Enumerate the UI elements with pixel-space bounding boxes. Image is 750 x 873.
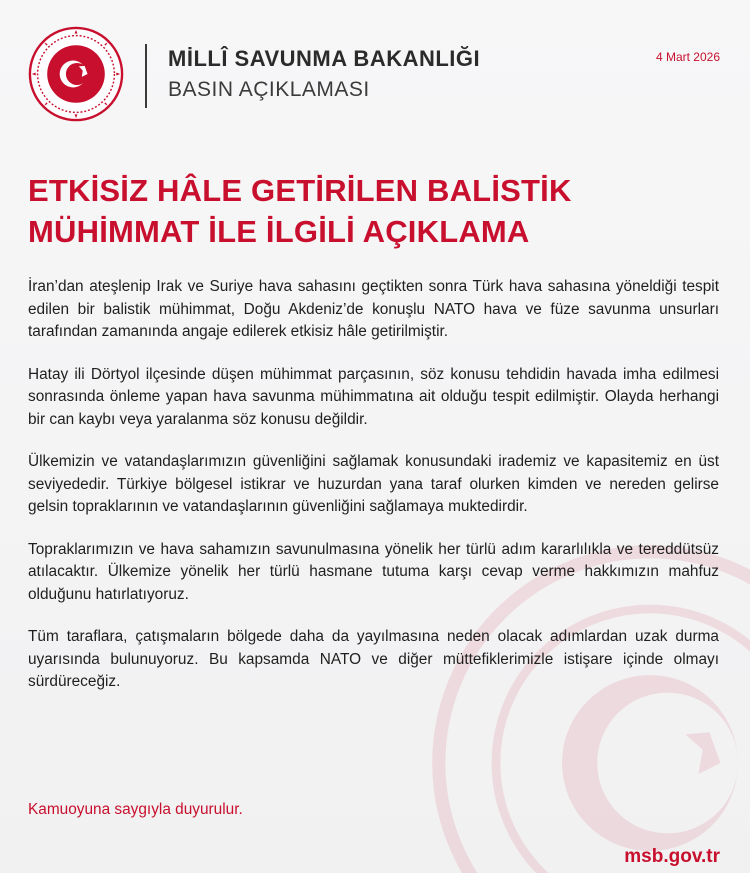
document-type: BASIN AÇIKLAMASI <box>168 78 370 101</box>
page-title <box>28 170 728 252</box>
statement-body <box>28 276 719 714</box>
paragraph-5: Tüm taraflara, çatışmaların bölgede daha da yayılmasına neden olacak adımlardan uzak durma uyarısında bulunuyoruz. Bu kapsamda NATO ve diğer müttefiklerimizle istişare içinde olmayı sürdüreceğiz. <box>28 628 719 690</box>
release-date: 4 Mart 2026 <box>655 50 720 64</box>
paragraph-2: Hatay ili Dörtyol ilçesinde düşen mühimmat parçasının, söz konusu tehdidin havada imha edilmesi sonrasında önleme yapan hava savunma mühimmatına ait olduğu tespit edilmiştir. Olayda herhangi bir can kaybı veya yaralanma söz konusu değildir. <box>28 365 719 428</box>
closing-line: Kamuoyuna saygıyla duyurulur. <box>28 801 243 818</box>
headline-line-1: ETKİSİZ HÂLE GETİRİLEN BALİSTİK <box>28 173 572 208</box>
ministry-name: MİLLÎ SAVUNMA BAKANLIĞI <box>168 46 481 71</box>
website-link[interactable]: msb.gov.tr <box>624 846 720 867</box>
paragraph-3: Ülkemizin ve vatandaşlarımızın güvenliğini sağlamak konusundaki irademiz ve kapasitemiz en üst seviyededir. Türkiye bölgesel istikrar ve huzurdan yana taraf olurken kimden ve nereden gelirse gelsin topraklarının ve vatandaşlarının güvenliğini sağlamaya muktedirdir. <box>28 453 719 515</box>
header-divider <box>145 44 147 108</box>
headline-line-2: MÜHİMMAT İLE İLGİLİ AÇIKLAMA <box>28 214 530 249</box>
paragraph-1: İran’dan ateşlenip Irak ve Suriye hava sahasını geçtikten sonra Türk hava sahasına yöneldiği tespit edilen bir balistik mühimmat, Doğu Akdeniz’de konuşlu NATO hava ve füze savunma unsurları tarafından zamanında angaje edilerek etkisiz hâle getirilmiştir. <box>28 278 719 340</box>
paragraph-4: Topraklarımızın ve hava sahamızın savunulmasına yönelik her türlü adım kararlılıkla ve tereddütsüz atılacaktır. Ülkemize yönelik her türlü hasmane tutuma karşı cevap verme hakkımızın mahfuz olduğunu hatırlatıyoruz. <box>28 540 719 603</box>
ministry-emblem-icon <box>28 26 124 122</box>
